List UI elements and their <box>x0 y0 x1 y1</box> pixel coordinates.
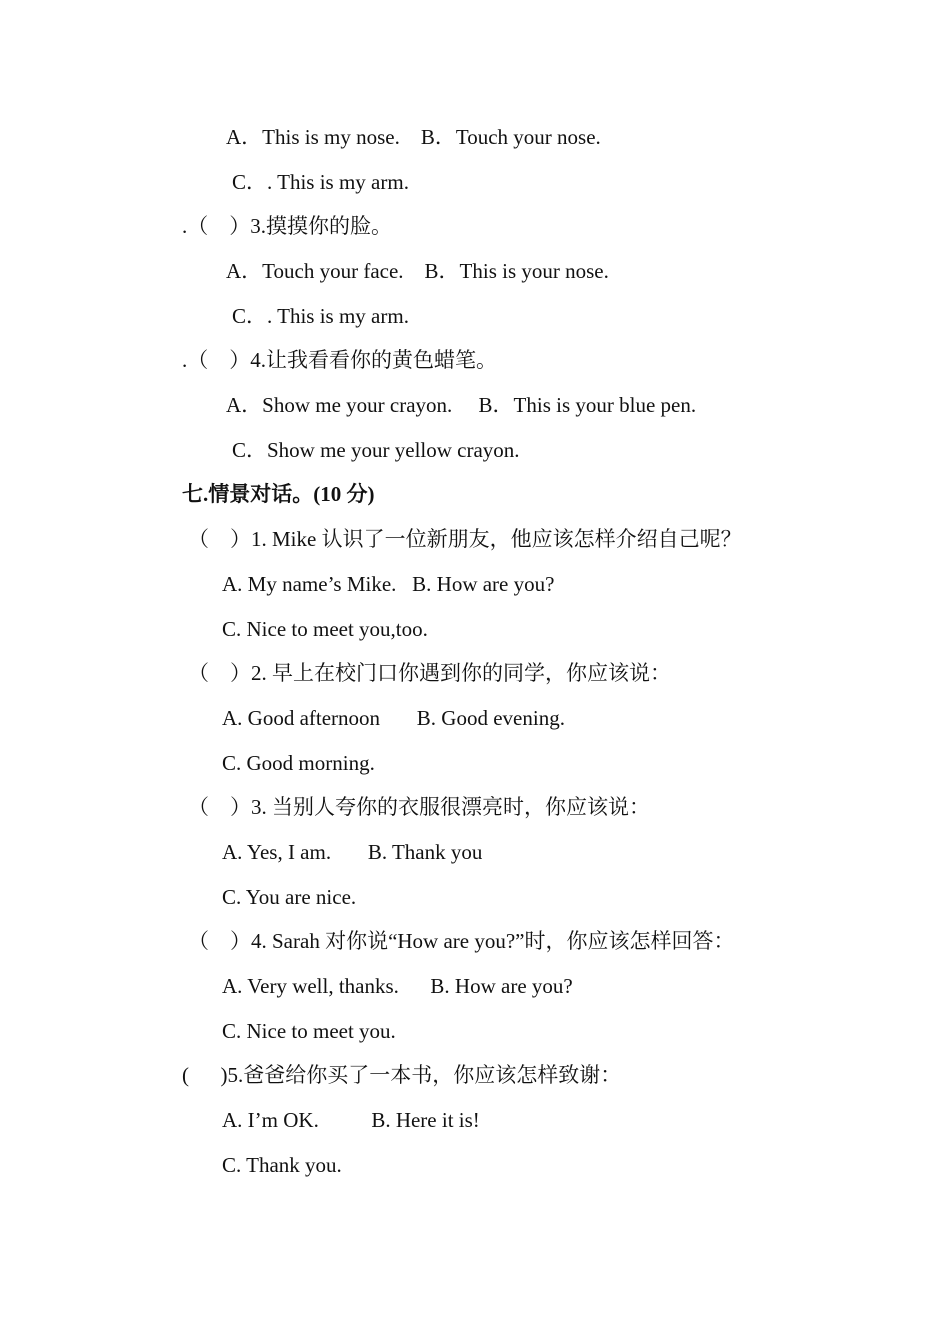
option-line: A．Touch your face. B．This is your nose. <box>226 259 609 283</box>
section-heading: 七.情景对话。(10 分) <box>182 482 375 506</box>
option-line: A．Show me your crayon. B．This is your blue pen. <box>226 393 697 417</box>
question-line: （ ）4. Sarah 对你说“How are you?”时，你应该怎样回答： <box>188 929 735 953</box>
question-line: （ ）3. 当别人夸你的衣服很漂亮时，你应该说： <box>188 795 650 819</box>
question-line: ( )5.爸爸给你买了一本书，你应该怎样致谢： <box>182 1063 622 1087</box>
option-line: C. Nice to meet you. <box>222 1019 396 1043</box>
option-line: A. I’m OK. B. Here it is! <box>222 1108 480 1132</box>
question-line: .（ ）4.让我看看你的黄色蜡笔。 <box>182 348 497 372</box>
question-line: .（ ）3.摸摸你的脸。 <box>182 214 392 238</box>
option-line: A. Yes, I am. B. Thank you <box>222 840 483 864</box>
option-line: A．This is my nose. B．Touch your nose. <box>226 125 601 149</box>
option-line: A. Good afternoon B. Good evening. <box>222 706 565 730</box>
question-line: （ ）1. Mike 认识了一位新朋友，他应该怎样介绍自己呢？ <box>188 527 742 551</box>
option-line: C. Nice to meet you,too. <box>222 617 428 641</box>
option-line: C．. This is my arm. <box>232 304 409 328</box>
option-line: C．. This is my arm. <box>232 170 409 194</box>
option-line: A. Very well, thanks. B. How are you? <box>222 974 573 998</box>
option-line: C. Thank you. <box>222 1153 342 1177</box>
option-line: C．Show me your yellow crayon. <box>232 438 520 462</box>
question-line: （ ）2. 早上在校门口你遇到你的同学，你应该说： <box>188 661 671 685</box>
option-line: A. My name’s Mike. B. How are you? <box>222 572 555 596</box>
option-line: C. You are nice. <box>222 885 357 909</box>
option-line: C. Good morning. <box>222 751 375 775</box>
